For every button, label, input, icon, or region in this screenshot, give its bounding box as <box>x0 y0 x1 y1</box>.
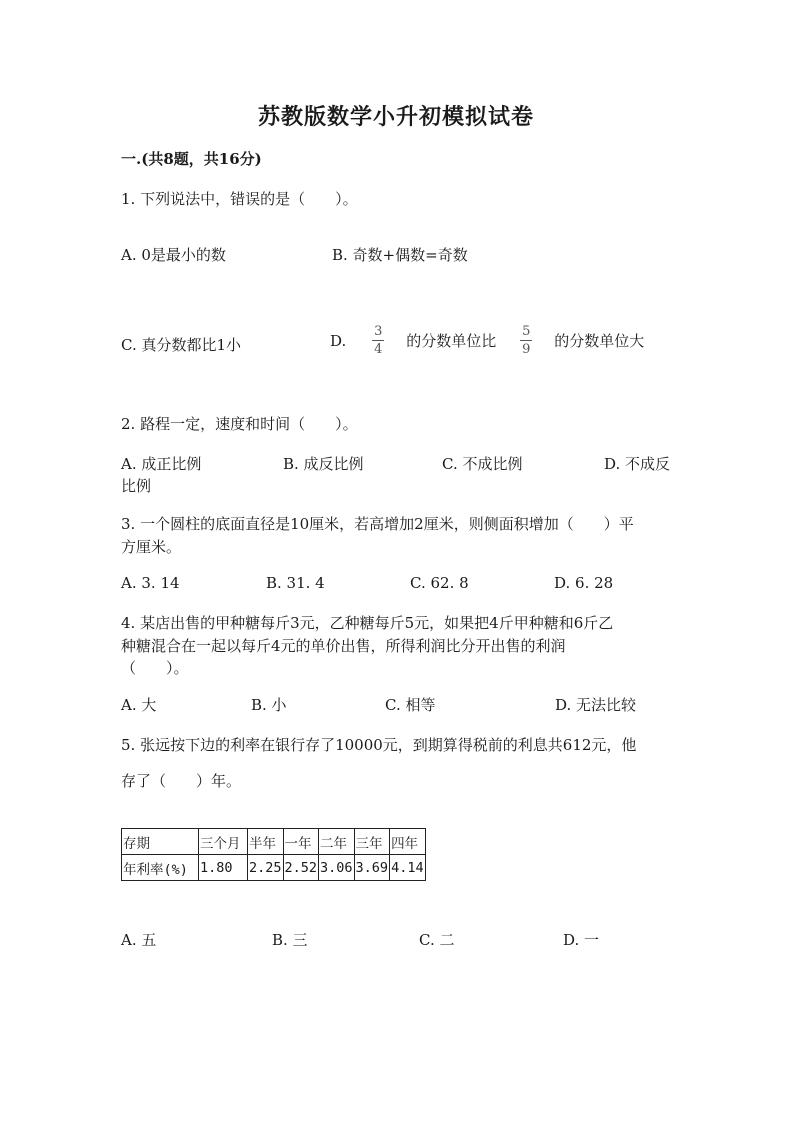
table-header-cell: 三年 <box>354 829 390 855</box>
option-d-middle-text: 的分数单位比 <box>406 332 497 350</box>
interest-rate-table <box>121 828 426 881</box>
page-title: 苏教版数学小升初模拟试卷 <box>258 104 535 130</box>
question-5-option-c: C. 二 <box>419 931 455 949</box>
question-5-option-d: D. 一 <box>563 931 600 949</box>
fraction-numerator: 3 <box>374 324 383 339</box>
table-cell: 3.06 <box>319 855 355 881</box>
question-2-option-d-continued: 比例 <box>121 477 152 495</box>
fraction-numerator: 5 <box>522 324 531 339</box>
table-header-cell: 二年 <box>319 829 355 855</box>
table-cell: 2.25 <box>248 855 284 881</box>
question-2-option-d: D. 不成反 <box>604 455 671 473</box>
section-heading: 一.(共8题，共16分) <box>121 150 262 168</box>
question-2-option-b: B. 成反比例 <box>283 455 364 473</box>
question-4-option-a: A. 大 <box>121 696 157 714</box>
question-3-option-d: D. 6. 28 <box>554 574 614 592</box>
fraction-five-ninths <box>520 324 532 357</box>
table-cell: 2.52 <box>283 855 319 881</box>
fraction-three-quarters <box>372 324 384 357</box>
question-3-option-c: C. 62. 8 <box>410 574 469 592</box>
question-3-option-b: B. 31. 4 <box>266 574 325 592</box>
table-cell: 1.80 <box>199 855 248 881</box>
question-1-option-b: B. 奇数+偶数=奇数 <box>332 246 468 264</box>
question-2-stem: 2. 路程一定，速度和时间（ ）。 <box>121 415 358 433</box>
fraction-denominator: 4 <box>374 342 383 357</box>
question-1-option-c: C. 真分数都比1小 <box>121 336 242 354</box>
question-5-option-b: B. 三 <box>272 931 308 949</box>
question-5-option-a: A. 五 <box>121 931 157 949</box>
question-2-option-c: C. 不成比例 <box>442 455 523 473</box>
table-header-cell: 四年 <box>390 829 426 855</box>
fraction-bar <box>372 340 384 341</box>
question-4-stem-line-2: 种糖混合在一起以每斤4元的单价出售，所得利润比分开出售的利润 <box>121 637 566 655</box>
table-header-row <box>122 829 426 855</box>
question-4-option-b: B. 小 <box>251 696 287 714</box>
option-d-suffix-text: 的分数单位大 <box>554 332 645 350</box>
table-header-cell: 三个月 <box>199 829 248 855</box>
table-cell: 年利率(%) <box>122 855 199 881</box>
question-4-option-c: C. 相等 <box>385 696 436 714</box>
table-header-cell: 半年 <box>248 829 284 855</box>
table-row <box>122 855 426 881</box>
question-3-option-a: A. 3. 14 <box>121 574 180 592</box>
question-5-stem-line-1: 5. 张远按下边的利率在银行存了10000元，到期算得税前的利息共612元，他 <box>121 736 637 754</box>
question-4-stem-line-1: 4. 某店出售的甲种糖每斤3元，乙种糖每斤5元，如果把4斤甲种糖和6斤乙 <box>121 614 614 632</box>
question-1-option-a: A. 0是最小的数 <box>121 246 226 264</box>
fraction-bar <box>520 340 532 341</box>
fraction-denominator: 9 <box>522 342 531 357</box>
table-cell: 3.69 <box>354 855 390 881</box>
table-header-cell: 存期 <box>122 829 199 855</box>
question-2-option-a: A. 成正比例 <box>121 455 202 473</box>
table-cell: 4.14 <box>390 855 426 881</box>
option-d-prefix: D. <box>330 331 347 350</box>
table-header-cell: 一年 <box>283 829 319 855</box>
question-4-option-d: D. 无法比较 <box>555 696 637 714</box>
question-3-stem-line-1: 3. 一个圆柱的底面直径是10厘米，若高增加2厘米，则侧面积增加（ ）平 <box>121 515 634 533</box>
question-1-option-d <box>330 324 644 357</box>
question-1-stem: 1. 下列说法中，错误的是（ ）。 <box>121 190 358 208</box>
question-4-stem-line-3: （ ）。 <box>121 659 189 677</box>
question-3-stem-line-2: 方厘米。 <box>121 538 182 556</box>
question-5-stem-line-2: 存了（ ）年。 <box>121 772 242 790</box>
